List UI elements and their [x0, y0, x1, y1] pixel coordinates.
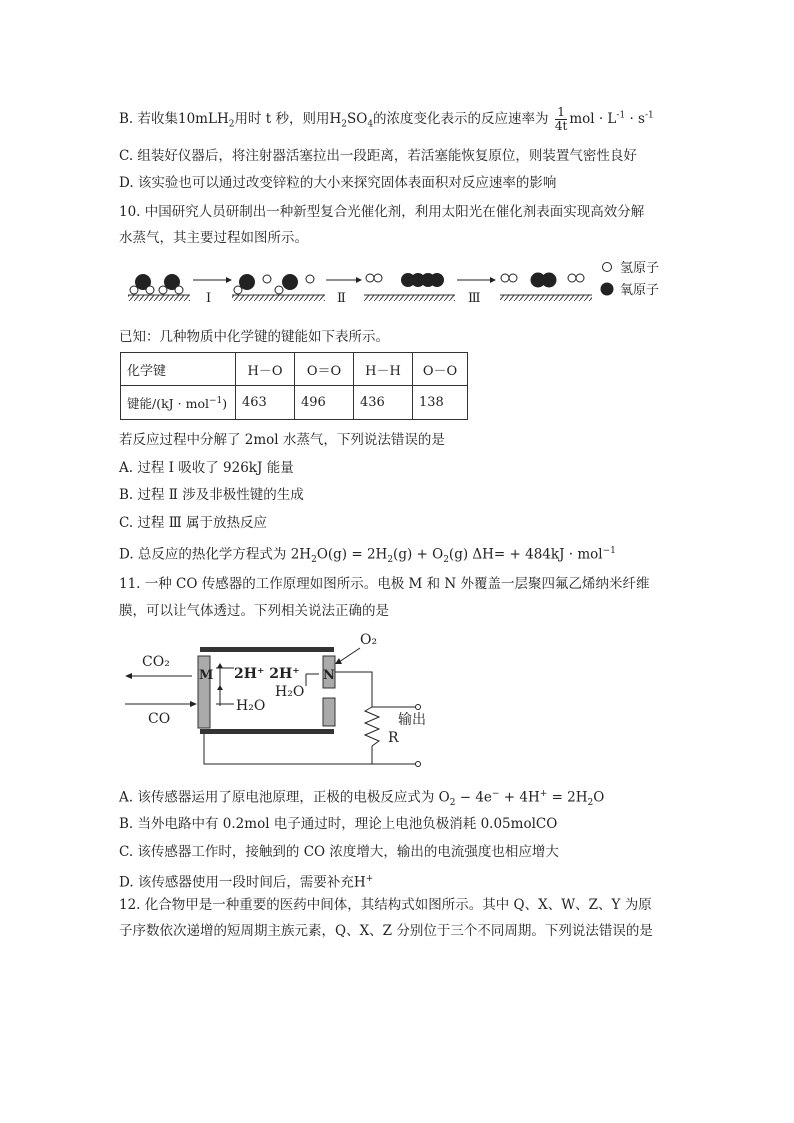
q9-option-b	[119, 106, 654, 134]
frac-num: 1	[555, 106, 567, 120]
h-ion-label: 2H⁺ 2H⁺	[234, 666, 300, 682]
output-label: 输出	[398, 712, 426, 728]
sub: 2	[587, 798, 594, 809]
table-header-cell: H－O	[236, 353, 295, 386]
step-1-arrow	[193, 277, 232, 306]
sub: 4	[367, 119, 374, 130]
sup: -1	[645, 110, 654, 121]
q11-option-c: C. 该传感器工作时，接触到的 CO 浓度增大，输出的电流强度也相应增大	[119, 844, 559, 860]
q9-b-text1: B. 若收集10mLH	[119, 111, 229, 127]
row-label-text: 键能/(kJ · mol	[127, 395, 209, 411]
legend-hydrogen: 氢原子	[620, 261, 660, 276]
q10-option-d	[119, 542, 616, 569]
q9-option-c: C. 组装好仪器后，将注射器活塞拉出一段距离，若活塞能恢复原位，则装置气密性良好	[119, 148, 637, 164]
q10-stem-line2: 水蒸气，其主要过程如图所示。	[119, 230, 308, 246]
cell-top-wall	[200, 647, 334, 652]
q9-b-text2: 用时 t 秒，则用H	[234, 111, 342, 127]
table-cell: 138	[413, 386, 468, 420]
dissociated-atoms	[234, 275, 314, 295]
co-arrowhead	[190, 701, 197, 707]
unit2: · s	[625, 111, 645, 127]
water-molecules-initial	[130, 275, 183, 295]
o2-arrow	[339, 648, 360, 662]
bond-energy-table	[120, 352, 468, 420]
q10-d-text1: D. 总反应的热化学方程式为 2H	[119, 546, 312, 563]
table-row-label	[121, 386, 236, 420]
sub: 2	[443, 555, 449, 566]
sup: −1	[208, 395, 223, 406]
intermediate-molecules	[366, 274, 444, 287]
q11-a-text4: = 2H	[547, 789, 588, 806]
sup: -1	[616, 110, 626, 121]
table-header-cell: H－H	[354, 353, 413, 386]
q10-stem-line1: 10. 中国研究人员研制出一种新型复合光催化剂，利用太阳光在催化剂表面实现高效分解	[119, 204, 645, 220]
q11-a-text3: + 4H	[499, 789, 540, 806]
table-cell: 463	[236, 386, 295, 420]
q10-d-text3: (g) + O	[393, 546, 444, 563]
sup: +	[539, 789, 548, 799]
q11-a-text5: O	[593, 789, 605, 806]
resistor-label: R	[388, 730, 399, 746]
step-label-1: Ⅰ	[206, 291, 212, 306]
step-label-2: Ⅱ	[337, 291, 346, 306]
sub: 2	[228, 119, 235, 130]
co2-label: CO₂	[142, 654, 170, 670]
sub: 2	[449, 798, 456, 809]
q10-d-text4: (g) ΔH= + 484kJ · mol	[448, 546, 603, 563]
table-row	[121, 353, 468, 386]
q11-stem-line2: 膜，可以让气体透过。下列相关说法正确的是	[119, 603, 389, 619]
q11-a-text1: A. 该传感器运用了原电池原理，正极的电极反应式为 O	[119, 789, 450, 806]
q12-stem-line1: 12. 化合物甲是一种重要的医药中间体，其结构式如图所示。其中 Q、X、W、Z、Y 为原	[119, 897, 652, 913]
electrode-m-label: M	[199, 668, 214, 683]
sup: −1	[602, 546, 616, 556]
q10-question: 若反应过程中分解了 2mol 水蒸气，下列说法错误的是	[119, 432, 445, 448]
rate-fraction	[555, 106, 567, 133]
q11-stem-line1: 11. 一种 CO 传感器的工作原理如图所示。电极 M 和 N 外覆盖一层聚四氟乙烯纳米纤维	[119, 576, 650, 592]
h2o-right-label: H₂O	[275, 684, 305, 700]
product-molecules	[501, 273, 584, 287]
o2-label: O₂	[360, 632, 378, 648]
h2o-arrowhead	[217, 685, 223, 690]
q10-option-b: B. 过程 Ⅱ 涉及非极性键的生成	[119, 487, 304, 503]
row-label-end: )	[222, 395, 228, 411]
sub: 2	[387, 555, 394, 566]
q10-option-c: C. 过程 Ⅲ 属于放热反应	[119, 515, 268, 531]
q11-option-d	[119, 870, 373, 892]
step-3-arrow	[457, 277, 496, 306]
table-row	[121, 386, 468, 420]
h2o-left-label: H₂O	[236, 698, 266, 714]
q9-option-d: D. 该实验也可以通过改变锌粒的大小来探究固体表面积对反应速率的影响	[119, 175, 557, 191]
sub: 2	[311, 555, 317, 566]
table-header-cell: 化学键	[121, 353, 236, 386]
q10-d-text2: O(g) = 2H	[316, 546, 388, 563]
q11-option-b: B. 当外电路中有 0.2mol 电子通过时，理论上电池负极消耗 0.05molCO	[119, 816, 558, 832]
q10-known: 已知：几种物质中化学键的键能如下表所示。	[119, 329, 389, 345]
q10-process-diagram	[120, 258, 680, 308]
sup: +	[365, 874, 374, 884]
co-label: CO	[148, 711, 171, 727]
electrode-n-lower	[323, 698, 335, 726]
electrode-m	[198, 656, 210, 728]
table-cell: 436	[354, 386, 413, 420]
q10-option-a: A. 过程 Ⅰ 吸收了 926kJ 能量	[119, 460, 294, 476]
electrode-n-label: N	[323, 668, 335, 683]
co-sensor-diagram	[120, 630, 450, 770]
q11-a-text2: − 4e	[455, 789, 492, 806]
q9-b-text4: 的浓度变化表示的反应速率为	[373, 111, 549, 127]
h-ion-arrowhead	[217, 663, 223, 668]
unit: mol · L	[569, 111, 617, 127]
catalyst-surface	[128, 295, 592, 301]
step-2-arrow	[326, 277, 362, 306]
step-label-3: Ⅲ	[468, 291, 481, 306]
frac-den: 4t	[554, 119, 568, 133]
legend	[601, 261, 660, 298]
table-header-cell: O＝O	[295, 353, 354, 386]
table-header-cell: O－O	[413, 353, 468, 386]
table-cell: 496	[295, 386, 354, 420]
cell-bottom-wall	[200, 729, 334, 734]
q11-option-a	[119, 785, 604, 812]
q12-stem-line2: 子序数依次递增的短周期主族元素，Q、X、Z 分别位于三个不同周期。下列说法错误的是	[119, 923, 653, 939]
q11-d-text: D. 该传感器使用一段时间后，需要补充H	[119, 874, 366, 891]
q9-b-text3: SO	[346, 111, 368, 127]
sub: 2	[341, 119, 347, 130]
external-circuit	[204, 672, 421, 767]
sup: −	[491, 789, 500, 799]
co2-arrowhead	[125, 673, 132, 679]
legend-oxygen: 氧原子	[620, 283, 660, 298]
